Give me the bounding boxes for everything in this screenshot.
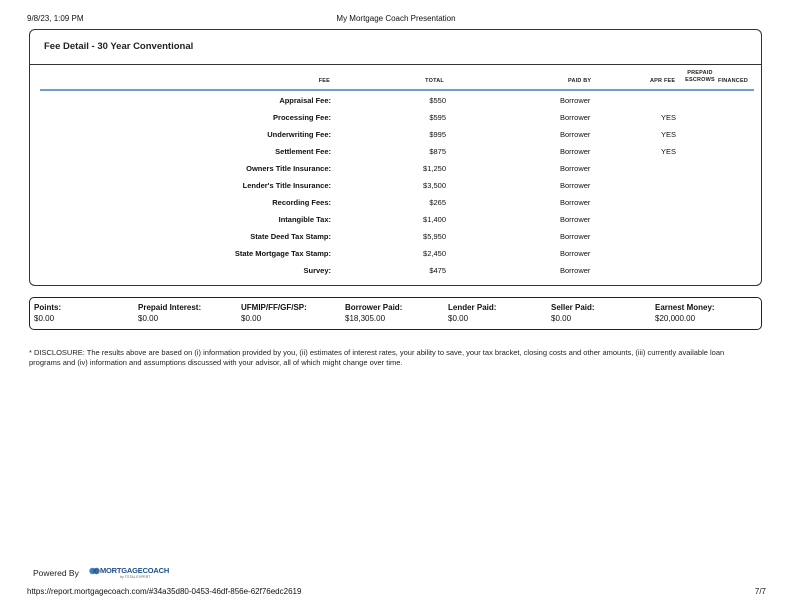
fee-total: $2,450 bbox=[423, 249, 446, 258]
fee-total: $1,400 bbox=[423, 215, 446, 224]
table-row bbox=[30, 147, 763, 164]
summary-label: Seller Paid: bbox=[551, 303, 595, 312]
fee-paid-by: Borrower bbox=[560, 130, 591, 139]
fee-total: $265 bbox=[429, 198, 446, 207]
powered-by-label: Powered By bbox=[33, 568, 79, 578]
fee-total: $995 bbox=[429, 130, 446, 139]
fee-label: Processing Fee: bbox=[273, 113, 331, 122]
column-header-total: TOTAL bbox=[425, 78, 444, 84]
fee-paid-by: Borrower bbox=[560, 147, 591, 156]
table-row bbox=[30, 215, 763, 232]
summary-label: UFMIP/FF/GF/SP: bbox=[241, 303, 307, 312]
fee-label: Owners Title Insurance: bbox=[246, 164, 331, 173]
disclosure-text: * DISCLOSURE: The results above are based on (i) information provided by you, (ii) estimates of interest rates, your ability to save, your tax bracket, closing costs and other amounts, (iii) currently available loan programs and (iv) information and assumptions discussed with your advisor, all of which might change over time. bbox=[29, 348, 725, 367]
summary-value: $18,305.00 bbox=[345, 314, 386, 323]
fee-label: Underwriting Fee: bbox=[267, 130, 331, 139]
card-divider bbox=[30, 64, 761, 65]
logo-subtitle: by TOTAL EXPERT bbox=[120, 575, 151, 579]
fee-detail-card bbox=[29, 29, 762, 286]
fee-paid-by: Borrower bbox=[560, 198, 591, 207]
column-header-escrows-line: ESCROWS bbox=[685, 77, 715, 83]
summary-label: Earnest Money: bbox=[655, 303, 715, 312]
fee-total: $595 bbox=[429, 113, 446, 122]
column-header-fee: FEE bbox=[318, 78, 330, 84]
table-row bbox=[30, 198, 763, 215]
fee-paid-by: Borrower bbox=[560, 113, 591, 122]
fee-label: Survey: bbox=[303, 266, 331, 275]
fee-total: $1,250 bbox=[423, 164, 446, 173]
summary-value: $0.00 bbox=[551, 314, 572, 323]
summary-seller-paid bbox=[551, 303, 595, 323]
column-header-financed: FINANCED bbox=[718, 78, 749, 84]
fee-paid-by: Borrower bbox=[560, 96, 591, 105]
table-row bbox=[30, 130, 763, 147]
summary-value: $0.00 bbox=[34, 314, 55, 323]
fee-apr: YES bbox=[661, 113, 677, 122]
report-url[interactable]: https://report.mortgagecoach.com/#34a35d80-0453-46df-856e-62f76edc2619 bbox=[27, 587, 302, 596]
logo-mark-icon bbox=[89, 566, 100, 576]
table-row bbox=[30, 266, 763, 283]
fee-total: $5,950 bbox=[423, 232, 446, 241]
print-datetime: 9/8/23, 1:09 PM bbox=[27, 14, 84, 23]
document-title: My Mortgage Coach Presentation bbox=[336, 14, 456, 23]
summary-label: Lender Paid: bbox=[448, 303, 497, 312]
column-header-apr-fee: APR FEE bbox=[650, 78, 676, 84]
summary-value: $20,000.00 bbox=[655, 314, 696, 323]
fee-label: Appraisal Fee: bbox=[279, 96, 331, 105]
summary-value: $0.00 bbox=[448, 314, 469, 323]
fee-label: Recording Fees: bbox=[272, 198, 331, 207]
page-number: 7/7 bbox=[754, 587, 766, 596]
fee-label: Intangible Tax: bbox=[278, 215, 331, 224]
fee-total: $475 bbox=[429, 266, 446, 275]
fee-apr: YES bbox=[661, 147, 677, 156]
fee-paid-by: Borrower bbox=[560, 266, 591, 275]
fee-label: State Mortgage Tax Stamp: bbox=[234, 249, 331, 258]
fee-detail-title: Fee Detail - 30 Year Conventional bbox=[44, 41, 194, 52]
summary-earnest-money bbox=[655, 303, 715, 323]
header-rule bbox=[40, 89, 754, 91]
fee-paid-by: Borrower bbox=[560, 181, 591, 190]
fee-label: Lender's Title Insurance: bbox=[242, 181, 331, 190]
fee-total: $550 bbox=[429, 96, 446, 105]
summary-value: $0.00 bbox=[138, 314, 159, 323]
fee-paid-by: Borrower bbox=[560, 249, 591, 258]
table-row bbox=[30, 96, 763, 113]
fee-total: $875 bbox=[429, 147, 446, 156]
column-header-prepaid-line: PREPAID bbox=[687, 70, 713, 76]
summary-points bbox=[34, 303, 61, 323]
fee-apr: YES bbox=[661, 130, 677, 139]
fee-paid-by: Borrower bbox=[560, 232, 591, 241]
column-header-prepaid-escrows bbox=[685, 70, 715, 84]
summary-label: Prepaid Interest: bbox=[138, 303, 202, 312]
table-row bbox=[30, 164, 763, 181]
summary-lender-paid bbox=[448, 303, 496, 323]
fee-paid-by: Borrower bbox=[560, 215, 591, 224]
summary-label: Borrower Paid: bbox=[345, 303, 403, 312]
column-header-paid-by: PAID BY bbox=[568, 78, 592, 84]
summary-label: Points: bbox=[34, 303, 62, 312]
summary-borrower-paid bbox=[345, 303, 402, 323]
table-row bbox=[30, 181, 763, 198]
fee-total: $3,500 bbox=[423, 181, 446, 190]
fee-paid-by: Borrower bbox=[560, 164, 591, 173]
summary-ufmip bbox=[241, 303, 307, 323]
fee-label: Settlement Fee: bbox=[275, 147, 331, 156]
fee-label: State Deed Tax Stamp: bbox=[250, 232, 331, 241]
table-row bbox=[30, 232, 763, 249]
summary-bar bbox=[29, 297, 762, 330]
table-row bbox=[30, 249, 763, 266]
summary-prepaid-interest bbox=[138, 303, 201, 323]
logo-wordmark: MORTGAGECOACH bbox=[100, 566, 170, 575]
summary-value: $0.00 bbox=[241, 314, 262, 323]
table-row bbox=[30, 113, 763, 130]
